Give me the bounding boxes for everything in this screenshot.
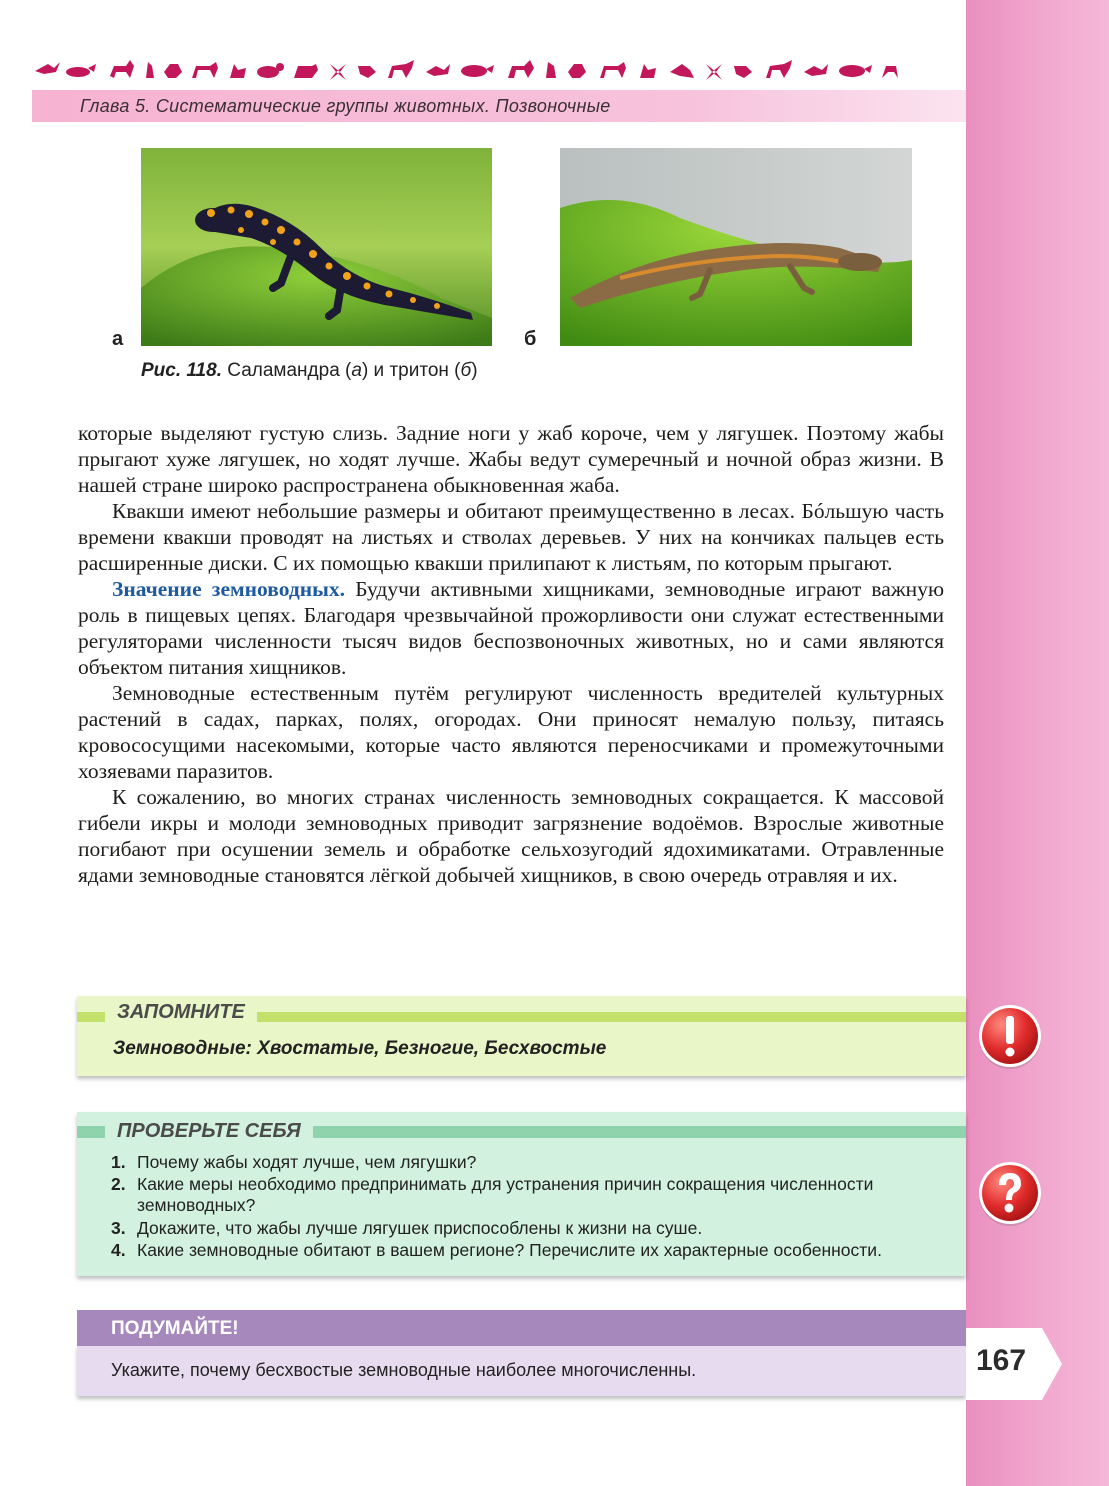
newt-photo: [560, 148, 912, 346]
question-text: Почему жабы ходят лучше, чем лягушки?: [137, 1152, 477, 1172]
paragraph: К сожалению, во многих странах численность земноводных сокращается. К массовой гибели икры и молоди земноводных приводит загрязнение водоёмов. Взрослые животные погибают при осушении земель и обработке сельхозугодий ядохимикатами. Отравленные ядами земноводные становятся лёгкой добычей хищников, в свою очередь отравляя и их.: [78, 785, 944, 887]
figure-label-a: а: [112, 328, 124, 350]
exclamation-icon: [977, 1003, 1043, 1069]
think-title: ПОДУМАЙТЕ!: [111, 1318, 239, 1339]
question-item: [111, 1152, 476, 1173]
question-number: 4.: [111, 1240, 126, 1260]
check-yourself-box: [77, 1112, 966, 1276]
remember-text: Земноводные: Хвостатые, Безногие, Бесхвостые: [113, 1038, 607, 1059]
animal-silhouettes-strip: [30, 56, 900, 86]
paragraph: которые выделяют густую слизь. Задние ноги у жаб короче, чем у лягушек. Поэтому жабы прыгают хуже лягушек, но ходят лучше. Жабы ведут сумеречный и ночной образ жизни. В нашей стране широко распространена обыкновенная жаба.: [78, 421, 944, 497]
animal-silhouette-icons: [35, 60, 898, 80]
question-number: 3.: [111, 1218, 126, 1238]
think-box-body: [77, 1346, 966, 1396]
chapter-title: Глава 5. Систематические группы животных. Позвоночные: [80, 96, 611, 116]
caption-text: ) и тритон (: [361, 360, 461, 381]
caption-a: а: [351, 360, 362, 381]
question-icon: [977, 1160, 1043, 1226]
question-text: Докажите, что жабы лучше лягушек приспособлены к жизни на суше.: [137, 1218, 703, 1238]
caption-text: Саламандра (: [221, 360, 352, 381]
paragraph: Земноводные естественным путём регулируют численность вредителей культурных растений в садах, парках, полях, огородах. Они приносят немалую пользу, питаясь кровососущими насекомыми, которые часто являются переносчиками и промежуточными хозяевами паразитов.: [78, 681, 944, 783]
caption-text: ): [471, 360, 478, 381]
think-text: Укажите, почему бесхвостые земноводные наиболее многочисленны.: [111, 1360, 697, 1380]
question-item: [111, 1240, 882, 1261]
remember-box: [77, 996, 966, 1076]
figure-caption: [141, 360, 478, 382]
question-number: 1.: [111, 1152, 126, 1172]
page-number: 167: [976, 1344, 1027, 1377]
question-number: 2.: [111, 1174, 126, 1194]
paragraph: Квакши имеют небольшие размеры и обитают преимущественно в лесах. Бóльшую часть времени квакши проводят на листьях и стволах деревьев. У них на кончиках пальцев есть расширенные диски. С их помощью квакши прилипают к листьям, по которым прыгают.: [78, 499, 944, 575]
salamander-photo: [141, 148, 492, 346]
question-item: [111, 1218, 702, 1239]
figure-label-b: б: [524, 328, 537, 350]
question-text: Какие меры необходимо предпринимать для устранения причин сокращения численности земноводных?: [137, 1174, 874, 1215]
remember-title: ЗАПОМНИТЕ: [105, 1001, 257, 1024]
question-item: [111, 1174, 947, 1216]
paragraph-text: Будучи активными хищниками, земноводные играют важную роль в пищевых цепях. Благодаря чрезвычайной прожорливости они служат естественными регуляторами численности тысяч видов беспозвоночных животных, но и сами являются объектом питания хищников.: [78, 577, 945, 679]
caption-b: б: [460, 360, 472, 381]
think-box-header: [77, 1310, 966, 1346]
paragraph: [78, 576, 944, 680]
page-side-band: [966, 0, 1109, 1486]
check-title: ПРОВЕРЬТЕ СЕБЯ: [105, 1120, 313, 1143]
chapter-header-bar: [32, 90, 966, 122]
figure-number: Рис. 118.: [141, 360, 222, 381]
question-text: Какие земноводные обитают в вашем регионе? Перечислите их характерные особенности.: [137, 1240, 882, 1260]
section-term: Значение земноводных.: [112, 577, 346, 601]
main-text: [78, 420, 944, 888]
